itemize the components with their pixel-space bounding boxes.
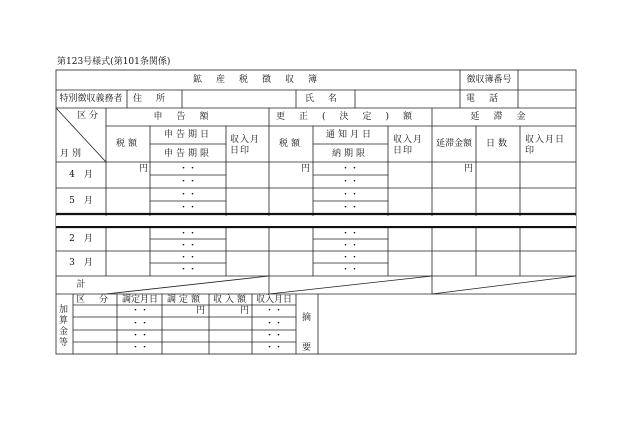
date-dots: ・・ (340, 164, 360, 174)
surcharge-header-kubun: 区分 (75, 295, 123, 305)
surcharge-header-assess-date: 調定月日 (121, 295, 159, 305)
date-dots: ・・ (178, 253, 198, 263)
obligor-label: 特別徴収義務者 (59, 94, 123, 104)
date-dots: ・・ (264, 331, 284, 341)
address-label: 住所 (132, 94, 180, 104)
date-dots: ・・ (130, 331, 150, 341)
date-dots: ・・ (130, 306, 150, 316)
date-dots: ・・ (178, 241, 198, 251)
yen-mark: 円 (196, 306, 206, 316)
month-row-label: 5 月 (69, 196, 93, 206)
surcharge-header-receipt-date: 収入月日 (255, 295, 293, 305)
month-row-label: 4 月 (69, 170, 93, 180)
surcharge-label: 加算金等 (59, 305, 69, 348)
date-dots: ・・ (340, 265, 360, 275)
phone-label: 電話 (465, 94, 513, 104)
kubun-label: 区分 (76, 111, 102, 121)
yen-mark: 円 (301, 164, 311, 174)
payment-due-label: 納期限 (331, 149, 369, 159)
surcharge-header-receipt-amount: 収入額 (212, 295, 250, 305)
corrected-tax-label: 税額 (278, 139, 304, 149)
remarks-label: 摘要 (302, 313, 312, 353)
date-dots: ・・ (130, 343, 150, 353)
date-dots: ・・ (178, 229, 198, 239)
date-dots: ・・ (264, 319, 284, 329)
date-dots: ・・ (340, 190, 360, 200)
date-dots: ・・ (340, 241, 360, 251)
corrected-receipt-stamp-label: 収入月日印 (393, 135, 424, 156)
surcharge-header-assess-amount: 調定額 (166, 295, 204, 305)
yen-mark: 円 (139, 164, 149, 174)
declare-date-label: 申告期日 (163, 130, 213, 140)
corrected-amount-label: 更正(決定)額 (275, 112, 427, 122)
date-dots: ・・ (178, 177, 198, 187)
date-dots: ・・ (340, 229, 360, 239)
form-number: 第123号様式(第101条関係) (57, 57, 171, 67)
due-date-label: 申告期限 (163, 149, 213, 159)
date-dots: ・・ (340, 203, 360, 213)
name-label: 氏名 (304, 94, 352, 104)
date-dots: ・・ (178, 164, 198, 174)
month-label: 月別 (59, 149, 85, 159)
delinquency-receipt-stamp-label: 収入月日印 (525, 135, 566, 156)
date-dots: ・・ (178, 203, 198, 213)
month-row-label: 3 月 (69, 258, 93, 268)
date-dots: ・・ (178, 265, 198, 275)
month-row-label: 2 月 (69, 234, 93, 244)
days-label: 日数 (485, 139, 511, 149)
date-dots: ・・ (178, 190, 198, 200)
yen-mark: 円 (464, 164, 474, 174)
declared-amount-label: 申告額 (153, 112, 223, 122)
page-title: 鉱産税徴収簿 (192, 75, 332, 85)
delinquency-label: 延滞金 (470, 112, 540, 122)
collection-book-no-label: 徴収簿番号 (466, 75, 512, 85)
notice-date-label: 通知月日 (325, 130, 375, 140)
yen-mark: 円 (240, 306, 250, 316)
delinquency-amount-label: 延滞金額 (435, 139, 473, 149)
date-dots: ・・ (340, 177, 360, 187)
date-dots: ・・ (130, 319, 150, 329)
date-dots: ・・ (264, 343, 284, 353)
total-label: 計 (76, 280, 86, 290)
date-dots: ・・ (340, 253, 360, 263)
receipt-stamp-label: 収入月日印 (230, 135, 261, 156)
tax-amount-label: 税額 (115, 139, 141, 149)
date-dots: ・・ (264, 306, 284, 316)
